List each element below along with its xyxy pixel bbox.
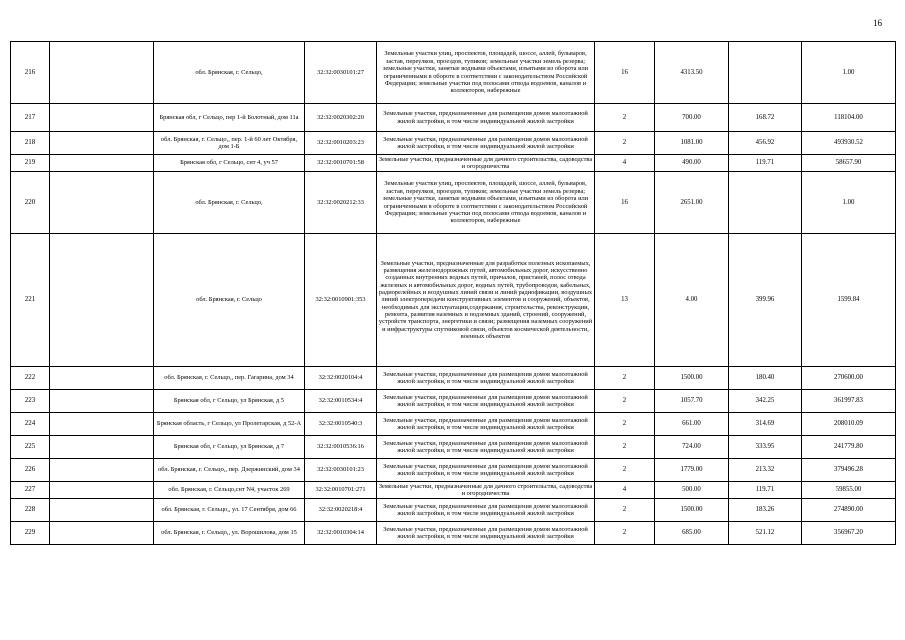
cell-cadastral-value: 118104.00 — [802, 104, 896, 132]
table-row — [11, 413, 896, 436]
cell-group: 16 — [595, 172, 655, 234]
table-row — [11, 155, 896, 172]
cell-rate: 314.69 — [729, 413, 802, 436]
cell-permitted-use: Земельные участки улиц, проспектов, площадей, шоссе, аллей, бульваров, застав, переулков, проездов, тупиков; земельные участки земель резерва; земельные участки, занятые водными объектами, изъятыми из оборота или ограниченными в обороте в соответствии с законодательством Российской Федерации; земельные участки под полосами отвода водоемов, каналов и коллекторов, набережные — [377, 172, 595, 234]
cell-rate: 521.12 — [729, 522, 802, 545]
cell-number: 217 — [11, 104, 50, 132]
table-row — [11, 390, 896, 413]
cell-area: 700.00 — [655, 104, 729, 132]
cell-number: 220 — [11, 172, 50, 234]
cell-blank — [50, 104, 154, 132]
cell-rate: 333.95 — [729, 436, 802, 459]
cell-cadastral-value: 59855.00 — [802, 482, 896, 499]
cell-number: 225 — [11, 436, 50, 459]
cell-cadastral-number: 32:32:0010203:23 — [305, 132, 377, 155]
cell-blank — [50, 390, 154, 413]
cell-rate: 183.26 — [729, 499, 802, 522]
cell-address: обл. Брянская, г. Сельцо,, ул. 17 Сентября, дом 66 — [154, 499, 305, 522]
cell-permitted-use: Земельные участки, предназначенные для размещения домов малоэтажной жилой застройки, в том числе индивидуальной жилой застройки — [377, 459, 595, 482]
cell-area: 1500.00 — [655, 367, 729, 390]
cell-address: обл. Брянская, г. Сельцо, — [154, 42, 305, 104]
cell-cadastral-value: 208010.09 — [802, 413, 896, 436]
cell-group: 4 — [595, 482, 655, 499]
cell-cadastral-number: 32:32:0020218:4 — [305, 499, 377, 522]
page-number: 16 — [873, 18, 882, 28]
cell-number: 221 — [11, 234, 50, 367]
table-row — [11, 499, 896, 522]
cell-permitted-use: Земельные участки, предназначенные для размещения домов малоэтажной жилой застройки, в том числе индивидуальной жилой застройки — [377, 390, 595, 413]
cell-area: 661.00 — [655, 413, 729, 436]
cell-group: 4 — [595, 155, 655, 172]
cell-cadastral-value: 241779.80 — [802, 436, 896, 459]
cell-address: Брянская область, г Сельцо, ул Пролетарская, д 52-А — [154, 413, 305, 436]
cell-cadastral-number: 32:32:0010540:3 — [305, 413, 377, 436]
cell-address: обл. Брянская, г. Сельцо,, пер. 1-й 60 лет Октября, дом 1-Б — [154, 132, 305, 155]
table-body — [11, 42, 896, 545]
cadastral-value-table — [10, 41, 896, 545]
cell-blank — [50, 499, 154, 522]
cell-blank — [50, 367, 154, 390]
cell-cadastral-number: 32:32:0020212:33 — [305, 172, 377, 234]
table-row — [11, 436, 896, 459]
cell-permitted-use: Земельные участки, предназначенные для размещения домов малоэтажной жилой застройки, в том числе индивидуальной жилой застройки — [377, 132, 595, 155]
cell-area: 1057.70 — [655, 390, 729, 413]
table-row — [11, 459, 896, 482]
cell-cadastral-value: 1.00 — [802, 42, 896, 104]
cell-number: 216 — [11, 42, 50, 104]
cell-blank — [50, 172, 154, 234]
cell-area: 500.00 — [655, 482, 729, 499]
table-row — [11, 234, 896, 367]
cell-number: 228 — [11, 499, 50, 522]
table-row — [11, 42, 896, 104]
cell-group: 2 — [595, 104, 655, 132]
cell-cadastral-number: 32:32:0010701:271 — [305, 482, 377, 499]
cell-permitted-use: Земельные участки, предназначенные для размещения домов малоэтажной жилой застройки, в том числе индивидуальной жилой застройки — [377, 522, 595, 545]
cell-area: 1500.00 — [655, 499, 729, 522]
cell-group: 2 — [595, 132, 655, 155]
cell-address: обл. Брянская, г. Сельцо,, пер. Гагарина, дом 34 — [154, 367, 305, 390]
cell-rate: 456.92 — [729, 132, 802, 155]
cell-address: обл. Брянская, г. Сельцо, — [154, 172, 305, 234]
cell-group: 2 — [595, 459, 655, 482]
cell-number: 227 — [11, 482, 50, 499]
cell-group: 2 — [595, 413, 655, 436]
cell-address: Брянская обл, г Сельцо, ул Брянская, д 5 — [154, 390, 305, 413]
cell-address: Брянская обл, г Сельцо, снт 4, уч 57 — [154, 155, 305, 172]
cell-rate: 342.25 — [729, 390, 802, 413]
cell-rate: 399.96 — [729, 234, 802, 367]
cell-rate — [729, 42, 802, 104]
cell-number: 229 — [11, 522, 50, 545]
cell-rate: 119.71 — [729, 482, 802, 499]
cell-area: 490.00 — [655, 155, 729, 172]
cell-cadastral-value: 361997.83 — [802, 390, 896, 413]
cell-cadastral-value: 356967.20 — [802, 522, 896, 545]
cell-group: 16 — [595, 42, 655, 104]
table-row — [11, 132, 896, 155]
table-row — [11, 104, 896, 132]
cell-group: 2 — [595, 499, 655, 522]
cell-permitted-use: Земельные участки, предназначенные для размещения домов малоэтажной жилой застройки, в том числе индивидуальной жилой застройки — [377, 104, 595, 132]
cell-cadastral-number: 32:32:0020302:20 — [305, 104, 377, 132]
cell-rate — [729, 172, 802, 234]
cell-number: 226 — [11, 459, 50, 482]
cell-group: 2 — [595, 367, 655, 390]
cell-group: 2 — [595, 436, 655, 459]
cell-blank — [50, 482, 154, 499]
cell-cadastral-number: 32:32:0010536:16 — [305, 436, 377, 459]
cell-cadastral-number: 32:32:0010304:14 — [305, 522, 377, 545]
cell-permitted-use: Земельные участки, предназначенные для размещения домов малоэтажной жилой застройки, в том числе индивидуальной жилой застройки — [377, 367, 595, 390]
cell-cadastral-value: 58657.90 — [802, 155, 896, 172]
cell-number: 223 — [11, 390, 50, 413]
cell-blank — [50, 234, 154, 367]
cell-cadastral-number: 32:32:0030101:23 — [305, 459, 377, 482]
cell-area: 4.00 — [655, 234, 729, 367]
cell-number: 224 — [11, 413, 50, 436]
cell-cadastral-number: 32:32:0010901:353 — [305, 234, 377, 367]
cell-cadastral-value: 1599.84 — [802, 234, 896, 367]
cell-blank — [50, 459, 154, 482]
cell-cadastral-number: 32:32:0030101:27 — [305, 42, 377, 104]
cell-area: 4313.50 — [655, 42, 729, 104]
cell-rate: 213.32 — [729, 459, 802, 482]
cell-rate: 180.40 — [729, 367, 802, 390]
cell-area: 2651.00 — [655, 172, 729, 234]
cell-cadastral-value: 379496.28 — [802, 459, 896, 482]
cell-cadastral-value: 274890.00 — [802, 499, 896, 522]
cell-cadastral-number: 32:32:0020104:4 — [305, 367, 377, 390]
cell-blank — [50, 155, 154, 172]
cell-blank — [50, 413, 154, 436]
cell-permitted-use: Земельные участки, предназначенные для размещения домов малоэтажной жилой застройки, в том числе индивидуальной жилой застройки — [377, 413, 595, 436]
cell-area: 1779.00 — [655, 459, 729, 482]
cell-address: Брянская обл, г Сельцо, ул Брянская, д 7 — [154, 436, 305, 459]
cell-area: 1081.00 — [655, 132, 729, 155]
table-row — [11, 172, 896, 234]
cell-permitted-use: Земельные участки, предназначенные для размещения домов малоэтажной жилой застройки, в том числе индивидуальной жилой застройки — [377, 499, 595, 522]
cell-rate: 168.72 — [729, 104, 802, 132]
cell-number: 218 — [11, 132, 50, 155]
cell-permitted-use: Земельные участки, предназначенные для разработки полезных ископаемых, размещения железнодорожных путей, автомобильных дорог, искусственно созданных внутренних водных путей, причалов, пристаней, полос отвода железных и автомобильных дорог, водных путей, трубопроводов, кабельных, радиорелейных и воздушных линий связи и линий радиофикации, воздушных линий электропередачи конструктивных элементов и сооружений, объектов, необходимых для эксплуатации,содержания, строительства, реконструкции, ремонта, развития наземных и подземных зданий, строений, сооружений, устройств транспорта, энергетики и связи; размещения наземных сооружений и инфраструктуры спутниковой связи, объектов космической деятельности, военных объектов — [377, 234, 595, 367]
cell-blank — [50, 522, 154, 545]
table-row — [11, 367, 896, 390]
table-row — [11, 522, 896, 545]
cell-cadastral-number: 32:32:0010534:4 — [305, 390, 377, 413]
cell-rate: 119.71 — [729, 155, 802, 172]
cell-address: обл. Брянская, г. Сельцо,, ул. Ворошилова, дом 15 — [154, 522, 305, 545]
cell-cadastral-value: 493930.52 — [802, 132, 896, 155]
cell-group: 2 — [595, 390, 655, 413]
cell-address: обл. Брянская, г. Сельцо,, пер. Дзержинский, дом 34 — [154, 459, 305, 482]
cell-address: Брянская обл, г Сельцо, пер 1-й Болотный, дом 11а — [154, 104, 305, 132]
cell-cadastral-value: 1.00 — [802, 172, 896, 234]
cell-permitted-use: Земельные участки, предназначенные для дачного строительства, садоводства и огородничества — [377, 482, 595, 499]
cell-area: 685.00 — [655, 522, 729, 545]
cell-address: обл. Брянская, г. Сельцо,снт N4, участок 269 — [154, 482, 305, 499]
cell-blank — [50, 436, 154, 459]
cell-cadastral-value: 270600.00 — [802, 367, 896, 390]
cell-permitted-use: Земельные участки, предназначенные для размещения домов малоэтажной жилой застройки, в том числе индивидуальной жилой застройки — [377, 436, 595, 459]
cell-cadastral-number: 32:32:0010701:58 — [305, 155, 377, 172]
cell-blank — [50, 42, 154, 104]
cell-address: обл. Брянская, г. Сельцо — [154, 234, 305, 367]
cell-number: 222 — [11, 367, 50, 390]
cell-number: 219 — [11, 155, 50, 172]
cell-permitted-use: Земельные участки улиц, проспектов, площадей, шоссе, аллей, бульваров, застав, переулков, проездов, тупиков; земельные участки земель резерва; земельные участки, занятые водными объектами, изъятыми из оборота или ограниченными в обороте в соответствии с законодательством Российской Федерации; земельные участки под полосами отвода водоемов, каналов и коллекторов, набережные — [377, 42, 595, 104]
cell-blank — [50, 132, 154, 155]
cell-group: 13 — [595, 234, 655, 367]
cell-group: 2 — [595, 522, 655, 545]
table-row — [11, 482, 896, 499]
cell-permitted-use: Земельные участки, предназначенные для дачного строительства, садоводства и огородничества — [377, 155, 595, 172]
cell-area: 724.00 — [655, 436, 729, 459]
